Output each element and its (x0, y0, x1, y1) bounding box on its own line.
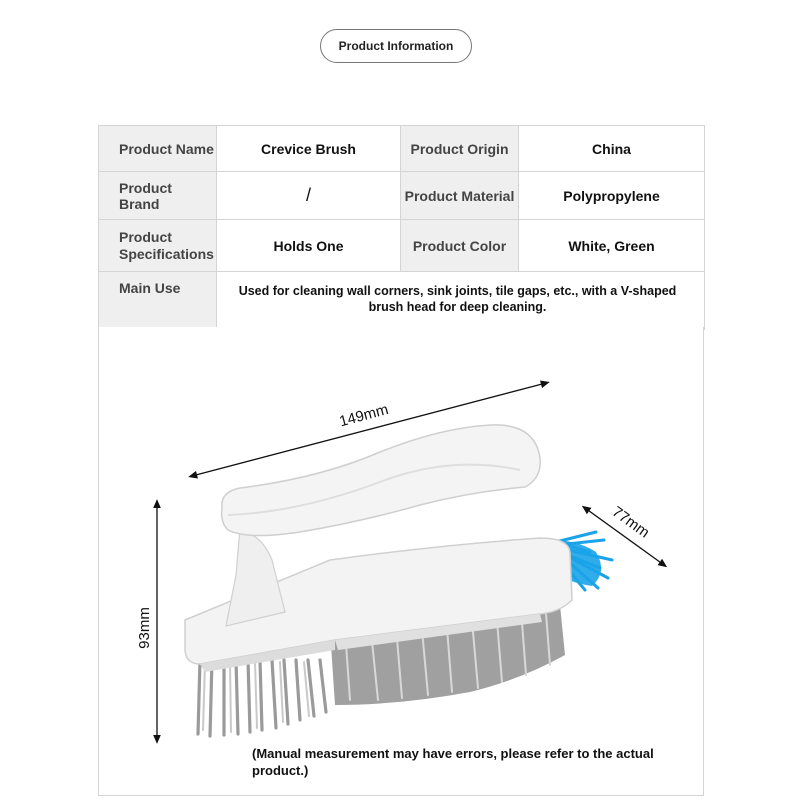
measurement-note: (Manual measurement may have errors, please refer to the actual product.) (252, 746, 654, 778)
main-use-value: Used for cleaning wall corners, sink joints, tile gaps, etc., with a V-shaped brush head for deep cleaning. (217, 272, 705, 330)
spec-value: / (217, 172, 401, 220)
length-dimension-label: 149mm (337, 400, 391, 431)
spec-label-line: Specifications (119, 245, 214, 262)
height-dimension-label: 93mm (136, 607, 153, 649)
brush-neck (226, 530, 285, 626)
spec-value: Polypropylene (519, 172, 705, 220)
spec-value: Holds One (217, 220, 401, 272)
spec-label: Product Material (401, 172, 519, 220)
section-title: Product Information (338, 39, 454, 53)
spec-value: Crevice Brush (217, 126, 401, 172)
spec-value: White, Green (519, 220, 705, 272)
width-dimension-label: 77mm (608, 503, 653, 542)
spec-label: Product Brand (99, 172, 217, 220)
spec-label: Product Name (99, 126, 217, 172)
spec-value: China (519, 126, 705, 172)
spec-label-line: Product (119, 228, 172, 245)
spec-label: Product Color (401, 220, 519, 272)
spec-label: Main Use (99, 272, 217, 330)
brush-handle (222, 425, 541, 536)
spec-label: Product Origin (401, 126, 519, 172)
